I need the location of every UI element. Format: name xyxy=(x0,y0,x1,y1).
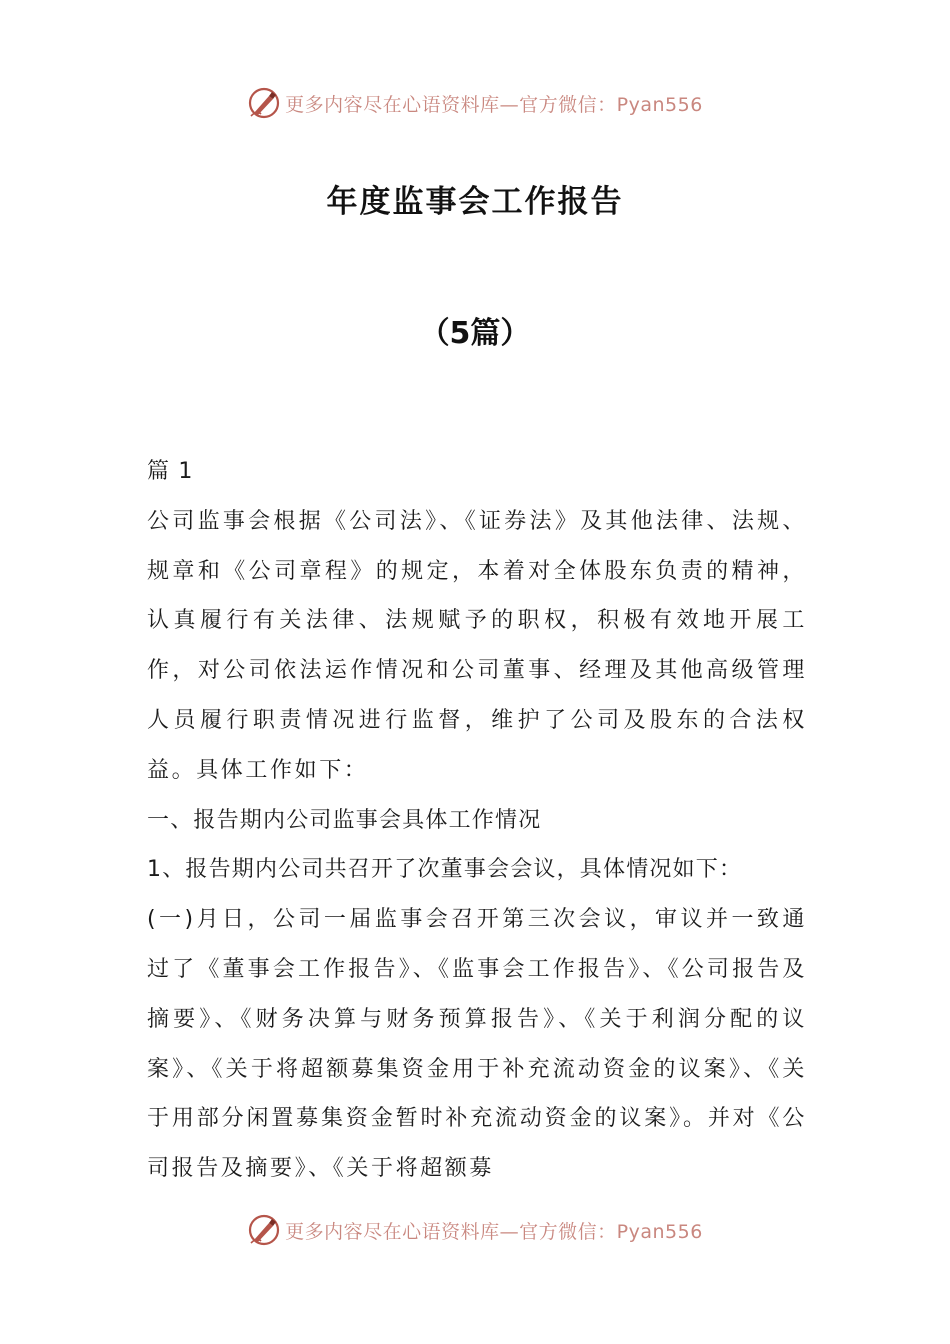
banner-promo-text: 更多内容尽在心语资料库—官方微信： xyxy=(285,1220,617,1243)
document-title: 年度监事会工作报告 xyxy=(326,184,624,220)
paragraph-meetings: 1、报告期内公司共召开了次董事会会议，具体情况如下： xyxy=(147,857,743,883)
banner-text xyxy=(285,1217,703,1244)
banner-wechat-handle: Pyan556 xyxy=(616,93,703,116)
header-watermark-banner xyxy=(0,83,950,123)
footer-watermark-banner xyxy=(0,1210,950,1250)
banner-wechat-handle: Pyan556 xyxy=(616,1220,703,1243)
heading-work-overview: 一、报告期内公司监事会具体工作情况 xyxy=(147,807,542,833)
pen-logo-icon xyxy=(247,86,281,120)
banner-promo-text: 更多内容尽在心语资料库—官方微信： xyxy=(285,93,617,116)
paragraph-intro: 公司监事会根据《公司法》、《证券法》及其他法律、法规、规章和《公司章程》的规定，本着对全体股东负责的精神，认真履行有关法律、法规赋予的职权，积极有效地开展工作，对公司依法运作情况和公司董事、经理及其他高级管理人员履行职责情况进行监督，维护了公司及股东的合法权益。具体工作如下： xyxy=(147,508,807,783)
banner-text xyxy=(285,90,703,117)
document-body xyxy=(147,447,807,1194)
paragraph-first-meeting: (一)月日，公司一届监事会召开第三次会议，审议并一致通过了《董事会工作报告》、《监事会工作报告》、《公司报告及摘要》、《财务决算与财务预算报告》、《关于利润分配的议案》、《关于将超额募集资金用于补充流动资金的议案》、《关于用部分闲置募集资金暂时补充流动资金的议案》。并对《公司报告及摘要》、《关于将超额募 xyxy=(147,907,807,1182)
pen-logo-icon xyxy=(247,1213,281,1247)
section-label: 篇 1 xyxy=(147,459,194,484)
document-subtitle: （5篇） xyxy=(419,316,531,351)
